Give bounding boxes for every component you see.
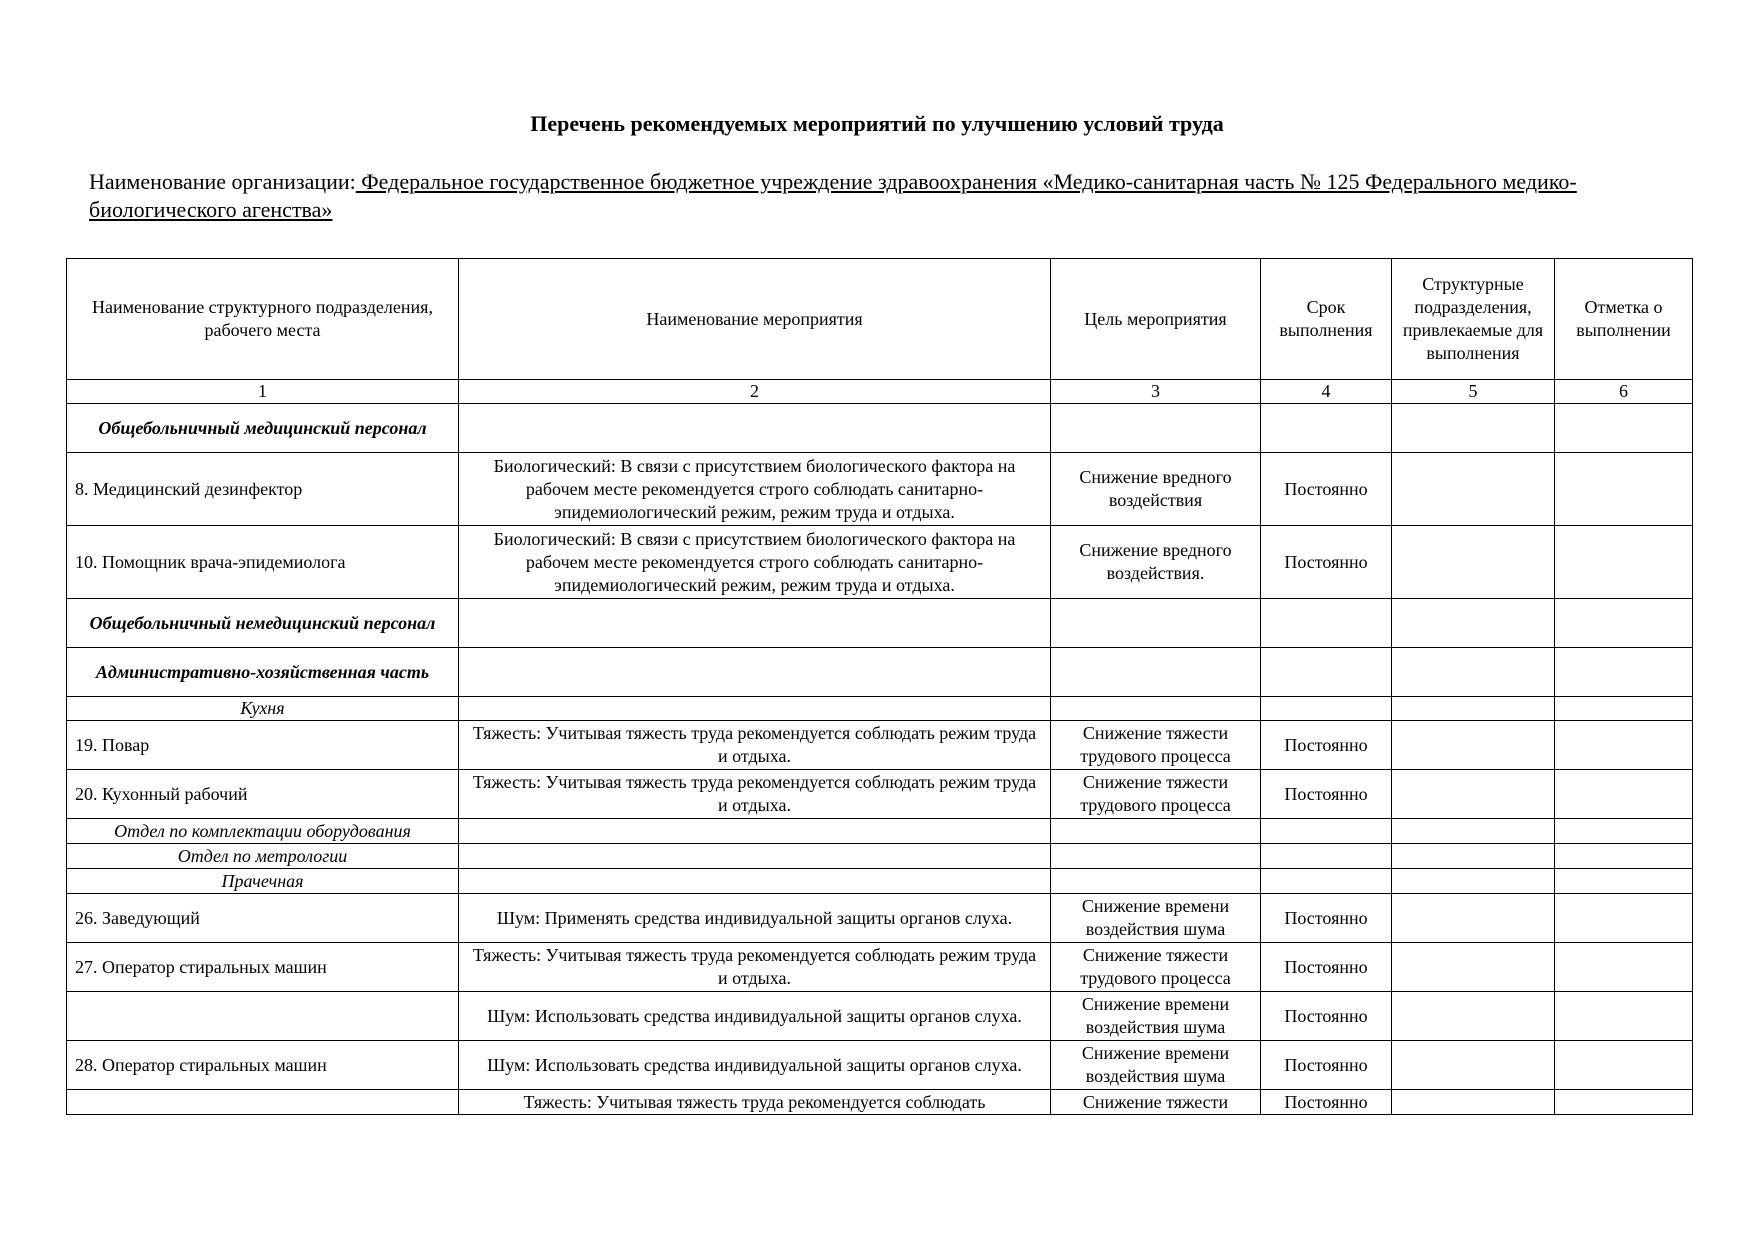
table-row [67,992,1693,1041]
table-cell [1555,1041,1693,1090]
table-row [67,721,1693,770]
column-number: 2 [459,380,1051,404]
table-cell [1392,453,1555,526]
table-cell [1051,599,1261,648]
table-cell [1392,943,1555,992]
table-cell: 28. Оператор стиральных машин [67,1041,459,1090]
table-cell: Снижение времени воздействия шума [1051,894,1261,943]
table-cell [1555,721,1693,770]
table-cell: Административно-хозяйственная часть [67,648,459,697]
table-cell: Прачечная [67,869,459,894]
table-row [67,453,1693,526]
subsection-row [67,844,1693,869]
table-cell [1392,526,1555,599]
table-cell [1392,404,1555,453]
table-cell: Снижение тяжести трудового процесса [1051,721,1261,770]
organization-name: Федеральное государственное бюджетное учреждение здравоохранения «Медико-санитарная часть № 125 Федерального медико-биологического агенства» [89,169,1577,222]
table-cell [1392,770,1555,819]
table-cell: Снижение тяжести [1051,1090,1261,1115]
header-cell: Наименование структурного подразделения, рабочего места [67,259,459,380]
table-cell [1392,1041,1555,1090]
table-cell: Тяжесть: Учитывая тяжесть труда рекомендуется соблюдать режим труда и отдыха. [459,943,1051,992]
table-cell [1555,404,1693,453]
table-cell [1555,869,1693,894]
header-cell: Наименование мероприятия [459,259,1051,380]
column-number: 6 [1555,380,1693,404]
table-cell [1261,599,1392,648]
table-cell [1392,1090,1555,1115]
table-cell: Кухня [67,697,459,721]
table-cell [459,819,1051,844]
table-cell: Постоянно [1261,1090,1392,1115]
table-cell: Постоянно [1261,453,1392,526]
table-cell [1261,697,1392,721]
table-cell: Отдел по метрологии [67,844,459,869]
table-cell: 10. Помощник врача-эпидемиолога [67,526,459,599]
table-cell: Снижение тяжести трудового процесса [1051,943,1261,992]
table-cell: Постоянно [1261,992,1392,1041]
column-number: 1 [67,380,459,404]
table-cell: Общебольничный медицинский персонал [67,404,459,453]
column-number-row [67,380,1693,404]
table-cell [1051,869,1261,894]
table-cell [1555,453,1693,526]
subsection-row [67,869,1693,894]
table-row [67,1090,1693,1115]
table-cell [1051,404,1261,453]
table-cell: Тяжесть: Учитывая тяжесть труда рекомендуется соблюдать [459,1090,1051,1115]
table-cell [1392,869,1555,894]
header-cell: Структурные подразделения, привлекаемые для выполнения [1392,259,1555,380]
table-cell: 20. Кухонный рабочий [67,770,459,819]
table-cell [1051,697,1261,721]
table-cell: Снижение тяжести трудового процесса [1051,770,1261,819]
table-cell [1051,648,1261,697]
table-body [67,404,1693,1115]
table-cell [1261,869,1392,894]
header-row [67,259,1693,380]
table-cell: Постоянно [1261,894,1392,943]
table-cell [1261,648,1392,697]
table-cell [1555,1090,1693,1115]
table-cell: 19. Повар [67,721,459,770]
section-row [67,599,1693,648]
table-cell: Тяжесть: Учитывая тяжесть труда рекомендуется соблюдать режим труда и отдыха. [459,721,1051,770]
table-cell [459,869,1051,894]
table-cell: Снижение времени воздействия шума [1051,992,1261,1041]
table-cell [1555,697,1693,721]
subsection-row [67,697,1693,721]
measures-table [66,258,1693,1115]
organization-label: Наименование организации: [89,169,356,194]
table-cell [1392,992,1555,1041]
table-cell [1392,894,1555,943]
table-cell [459,697,1051,721]
table-cell [1392,819,1555,844]
table-cell [1261,844,1392,869]
table-cell [1555,992,1693,1041]
column-number: 3 [1051,380,1261,404]
table-cell [1392,648,1555,697]
table-cell [1261,404,1392,453]
column-number: 4 [1261,380,1392,404]
table-cell [1555,894,1693,943]
table-cell [459,648,1051,697]
table-cell [1555,526,1693,599]
table-cell [1392,844,1555,869]
table-cell: Снижение времени воздействия шума [1051,1041,1261,1090]
table-row [67,1041,1693,1090]
table-cell: Постоянно [1261,770,1392,819]
table-cell: 26. Заведующий [67,894,459,943]
table-row [67,943,1693,992]
table-cell [1392,721,1555,770]
table-cell: Общебольничный немедицинский персонал [67,599,459,648]
table-cell: Постоянно [1261,943,1392,992]
table-cell [1392,697,1555,721]
table-cell [1555,770,1693,819]
table-cell [1261,819,1392,844]
document-title: Перечень рекомендуемых мероприятий по улучшению условий труда [530,111,1224,136]
table-cell: Тяжесть: Учитывая тяжесть труда рекомендуется соблюдать режим труда и отдыха. [459,770,1051,819]
table-cell: Постоянно [1261,526,1392,599]
table-cell [1555,819,1693,844]
table-cell: Шум: Использовать средства индивидуальной защиты органов слуха. [459,992,1051,1041]
table-cell [1555,943,1693,992]
table-cell: Шум: Применять средства индивидуальной защиты органов слуха. [459,894,1051,943]
table-cell: Снижение вредного воздействия. [1051,526,1261,599]
table-cell [67,1090,459,1115]
table-cell [1051,819,1261,844]
table-cell: Шум: Использовать средства индивидуальной защиты органов слуха. [459,1041,1051,1090]
table-cell [1392,599,1555,648]
table-cell [459,404,1051,453]
table-cell [1555,844,1693,869]
table-row [67,894,1693,943]
section-row [67,648,1693,697]
table-cell [1051,844,1261,869]
table-cell: 27. Оператор стиральных машин [67,943,459,992]
table-cell: Биологический: В связи с присутствием биологического фактора на рабочем месте рекомендуется строго соблюдать санитарно-эпидемиологический режим, режим труда и отдыха. [459,526,1051,599]
table-cell [67,992,459,1041]
table-cell: Отдел по комплектации оборудования [67,819,459,844]
table-cell [1555,648,1693,697]
table-row [67,526,1693,599]
table-cell: Биологический: В связи с присутствием биологического фактора на рабочем месте рекомендуется строго соблюдать санитарно-эпидемиологический режим, режим труда и отдыха. [459,453,1051,526]
table-cell [459,844,1051,869]
organization-line [89,168,1669,224]
header-cell: Срок выполнения [1261,259,1392,380]
table-cell: Снижение вредного воздействия [1051,453,1261,526]
subsection-row [67,819,1693,844]
header-cell: Цель мероприятия [1051,259,1261,380]
table-cell [459,599,1051,648]
table-cell: Постоянно [1261,1041,1392,1090]
header-cell: Отметка о выполнении [1555,259,1693,380]
column-number: 5 [1392,380,1555,404]
table-cell: 8. Медицинский дезинфектор [67,453,459,526]
table-cell [1555,599,1693,648]
table-cell: Постоянно [1261,721,1392,770]
table-row [67,770,1693,819]
section-row [67,404,1693,453]
